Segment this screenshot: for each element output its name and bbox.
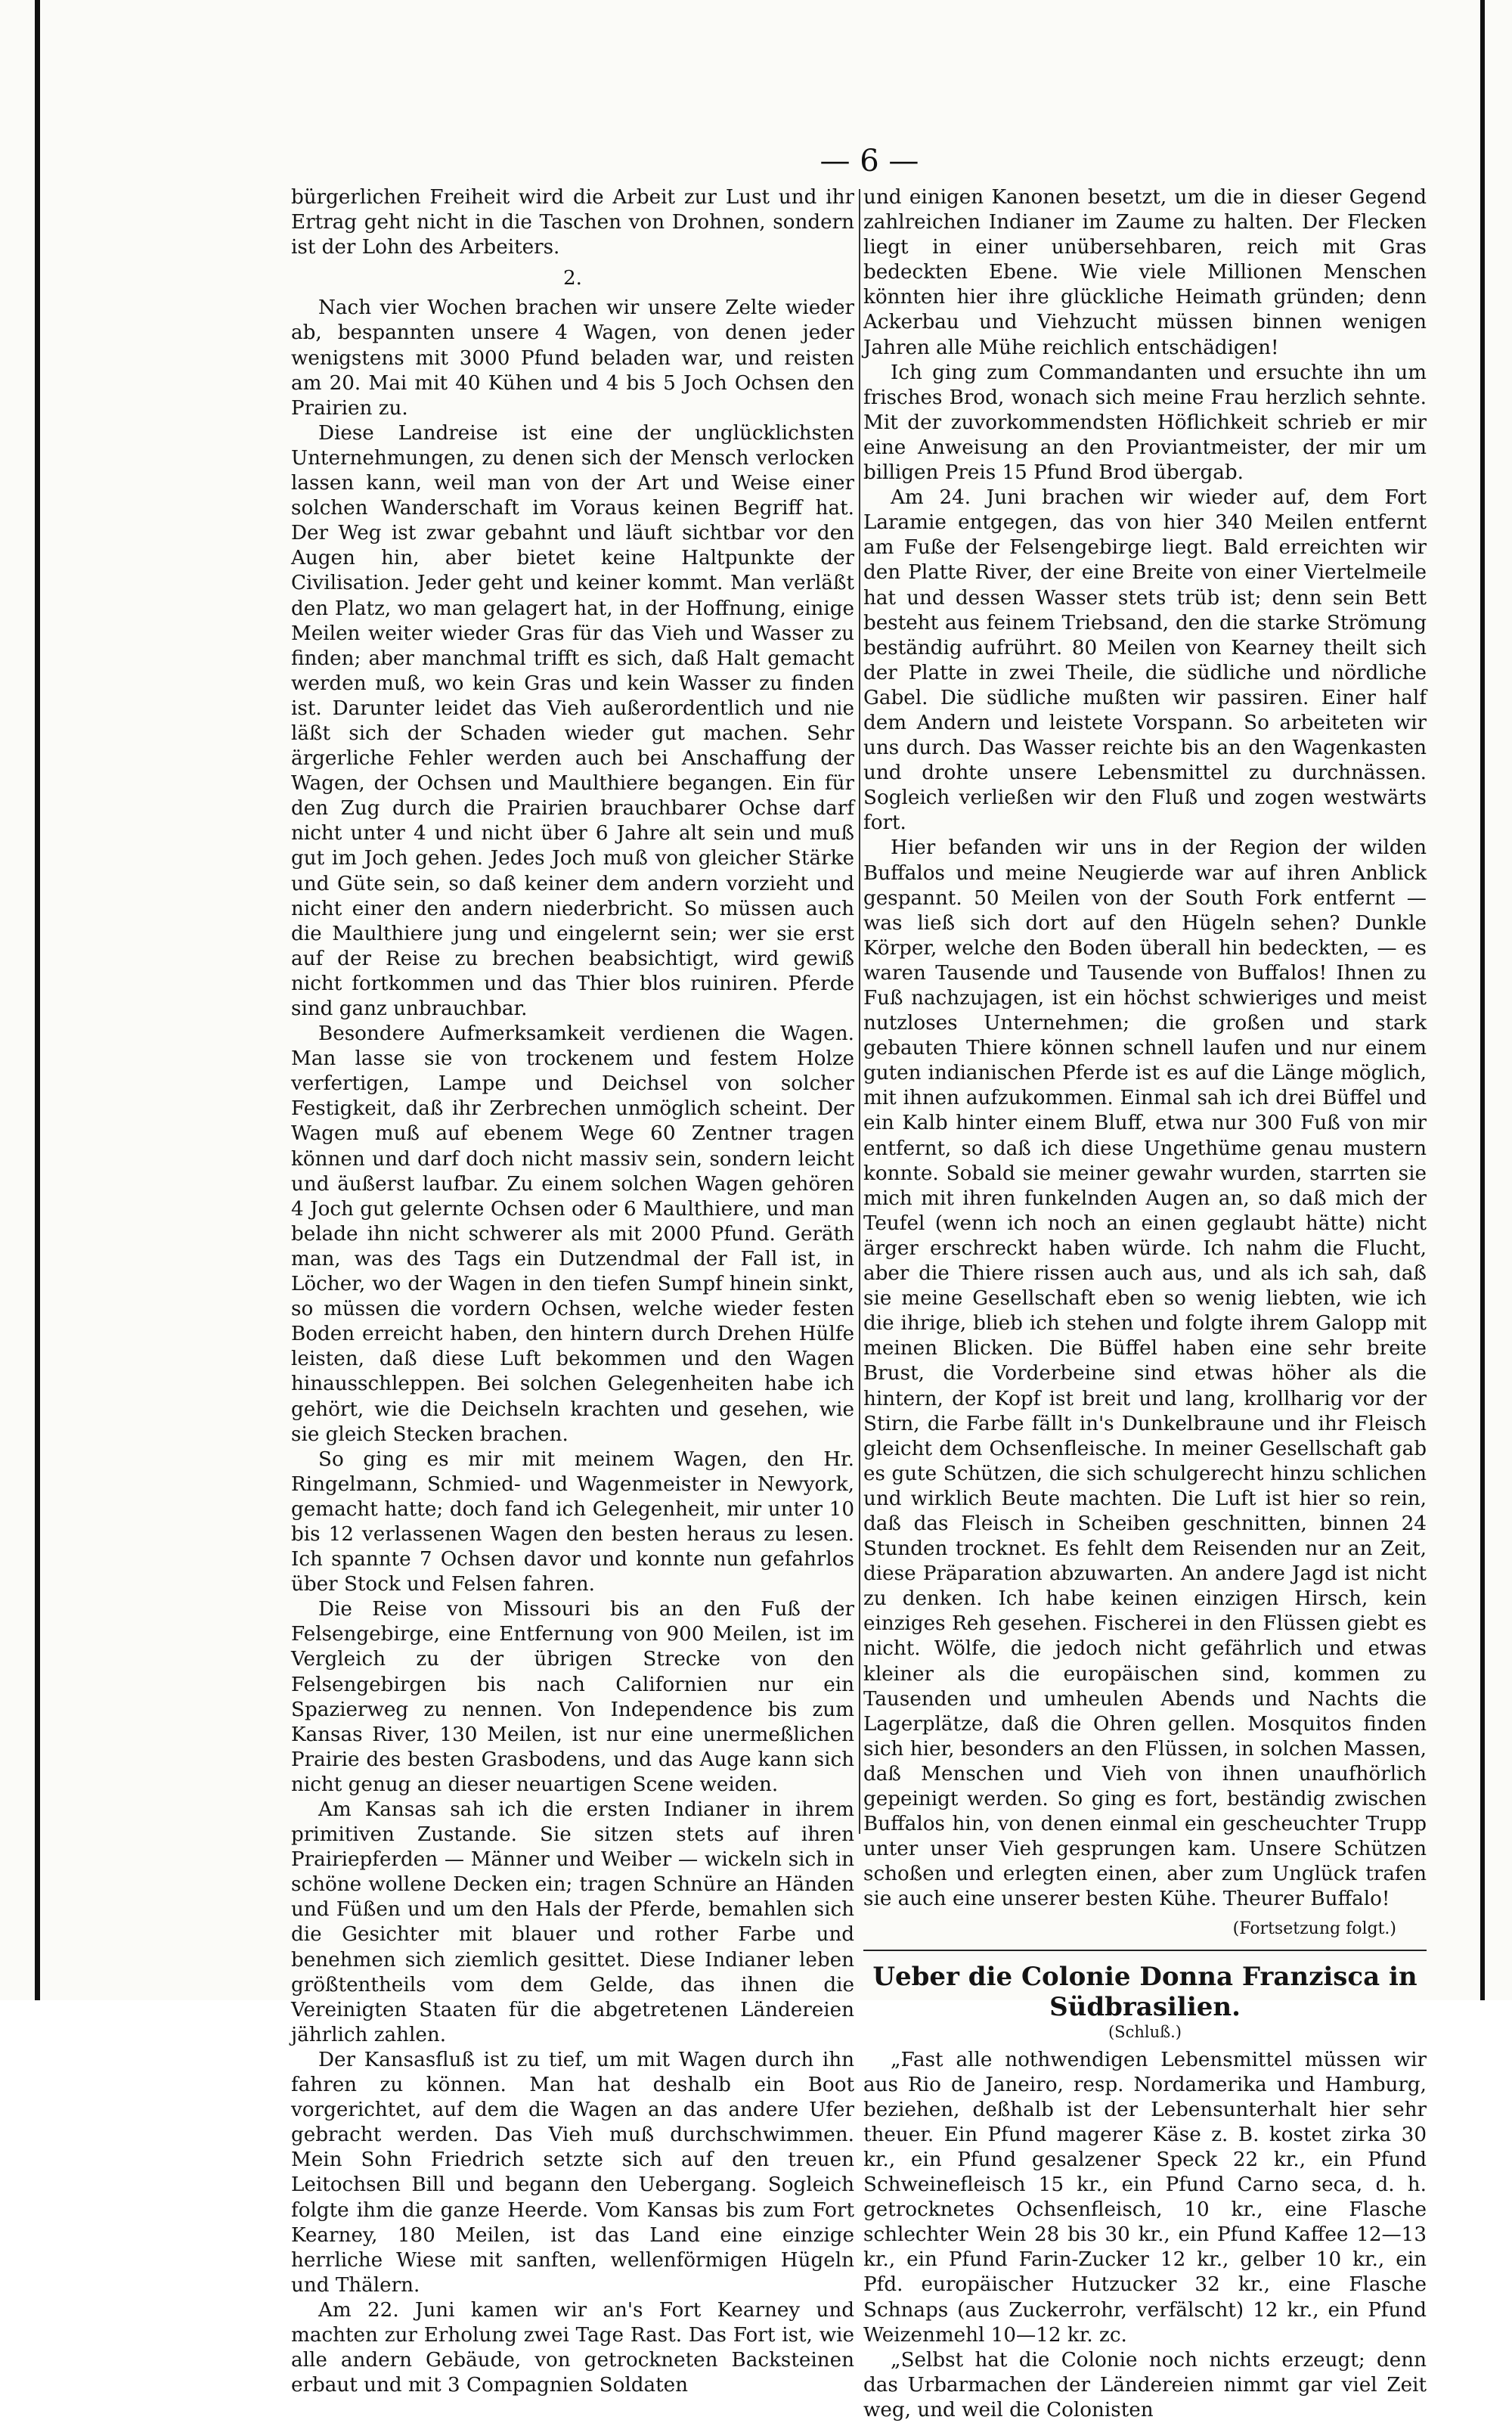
article-separator (863, 1950, 1427, 1951)
paragraph: Hier befanden wir uns in der Region der wilden Buffalos und meine Neugierde war auf ihren Anblick gespannt. 50 Meilen von der South Fork entfernt — was ließ sich dort auf den Hügeln sehen? Dunkle Körper, welche den Boden überall hin bedeckten, — es waren Tausende und Tausende von Buffalos! Ihnen zu Fuß nachzujagen, ist ein höchst schwieriges und meist nutzloses Unternehmen; die großen und stark gebauten Thiere können schnell laufen und nur einem guten indianischen Pferde ist es auf die Länge möglich, mit ihnen aufzukommen. Einmal sah ich drei Büffel und ein Kalb hinter einem Bluff, etwa nur 300 Fuß von mir entfernt, so daß ich diese Ungethüme genau mustern konnte. Sobald sie meiner gewahr wurden, starrten sie mich mit ihren funkelnden Augen an, so daß mich der Teufel (wenn ich noch an einen geglaubt hätte) nicht ärger erschreckt haben würde. Ich nahm die Flucht, aber die Thiere rissen auch aus, und als ich sah, daß sie meine Gesellschaft eben so wenig liebten, wie ich die ihrige, blieb ich stehen und folgte ihrem Galopp mit meinen Blicken. Die Büffel haben eine sehr breite Brust, die Vorderbeine sind etwas höher als die hintern, der Kopf ist breit und lang, krollharig vor der Stirn, die Farbe fällt in's Dunkelbraune und ihr Fleisch gleicht dem Ochsenfleische. In meiner Gesellschaft gab es gute Schützen, die sich schulgerecht hinzu schlichen und wirklich Beute machten. Die Luft ist hier so rein, daß das Fleisch in Scheiben geschnitten, binnen 24 Stunden trocknet. Es fehlt dem Reisenden nur an Zeit, diese Präparation abzuwarten. An andere Jagd ist nicht zu denken. Ich habe keinen einzigen Hirsch, kein einziges Reh gesehen. Fischerei in den Flüssen giebt es nicht. Wölfe, die jedoch nicht gefährlich und etwas kleiner als die europäischen sind, kommen zu Tausenden und umheulen Abends und Nachts die Lagerplätze, daß die Ohren gellen. Mosquitos finden sich hier, besonders an den Flüssen, in solchen Massen, daß Menschen und Vieh von ihnen unaufhörlich gepeinigt werden. So ging es fort, beständig zwischen Buffalos hin, von denen einmal ein gescheuchter Trupp unter unser Vieh gesprungen kam. Unsere Schützen schoßen und erlegten einen, aber zum Unglück trafen sie auch eine unserer besten Kühe. Theurer Buffalo! (863, 836, 1427, 1911)
scan-edge-right (1480, 0, 1485, 2000)
left-opening-paragraph: bürgerlichen Freiheit wird die Arbeit zur Lust und ihr Ertrag geht nicht in die Taschen von Drohnen, sondern ist der Lohn des Arbeiters. (291, 186, 854, 259)
right-column (863, 185, 1427, 2423)
scan-edge-left (35, 0, 40, 2000)
section-number: 2. (563, 267, 582, 290)
right-opening-paragraph: und einigen Kanonen besetzt, um die in dieser Gegend zahlreichen Indianer im Zaume zu halten. Der Flecken liegt in einer unübersehbaren, reich mit Gras bedeckten Ebene. Wie viele Millionen Menschen könnten hier ihre glückliche Heimath gründen; denn Ackerbau und Viehzucht müssen binnen wenigen Jahren alle Mühe reichlich entschädigen! (863, 186, 1427, 359)
paragraph: Besondere Aufmerksamkeit verdienen die Wagen. Man lasse sie von trockenem und festem Holze verfertigen, Lampe und Deichsel von solcher Festigkeit, daß ihr Zerbrechen unmöglich scheint. Der Wagen muß auf ebenem Wege 60 Zentner tragen können und darf doch nicht massiv sein, sondern leicht und äußerst laufbar. Zu einem solchen Wagen gehören 4 Joch gut gelernte Ochsen oder 6 Maulthiere, und man belade ihn nicht schwerer als mit 2000 Pfund. Geräth man, was des Tags ein Dutzendmal der Fall ist, in Löcher, wo der Wagen in den tiefen Sumpf hinein sinkt, so müssen die vordern Ochsen, welche wieder festen Boden erreicht haben, den hintern durch Drehen Hülfe leisten, daß diese Luft bekommen und den Wagen hinausschleppen. Bei solchen Gelegenheiten habe ich gehört, wie die Deichseln krachten und gesehen, wie sie gleich Stecken brachen. (291, 1022, 854, 1446)
paragraph: „Fast alle nothwendigen Lebensmittel müssen wir aus Rio de Janeiro, resp. Nordamerika und Hamburg, beziehen, deßhalb ist der Lebensunterhalt hier sehr theuer. Ein Pfund magerer Käse z. B. kostet zirka 30 kr., ein Pfund gesalzener Speck 22 kr., ein Pfund Schweinefleisch 15 kr., ein Pfund Carno seca, d. h. getrocknetes Ochsenfleisch, 10 kr., eine Flasche schlechter Wein 28 bis 30 kr., ein Pfund Kaffee 12—13 kr., ein Pfund Farin-Zucker 12 kr., gelber 10 kr., ein Pfd. europäischer Hutzucker 32 kr., eine Flasche Schnaps (aus Zuckerrohr, verfälscht) 12 kr., ein Pfund Weizenmehl 10—12 kr. zc. (863, 2048, 1427, 2347)
paragraph: Diese Landreise ist eine der unglücklichsten Unternehmungen, zu denen sich der Mensch verlocken lassen kann, weil man von der Art und Weise einer solchen Wanderschaft im Voraus keinen Begriff hat. Der Weg ist zwar gebahnt und läuft sichtbar vor den Augen hin, aber bietet keine Haltpunkte der Civilisation. Jeder geht und keiner kommt. Man verläßt den Platz, wo man gelagert hat, in der Hoffnung, einige Meilen weiter wieder Gras für das Vieh und Wasser zu finden; aber manchmal trifft es sich, daß Halt gemacht werden muß, wo kein Gras und kein Wasser zu finden ist. Darunter leidet das Vieh außerordentlich und nie läßt sich der Schaden wieder gut machen. Sehr ärgerliche Fehler werden auch bei Anschaffung der Wagen, der Ochsen und Maulthiere begangen. Ein für den Zug durch die Prairien brauchbarer Ochse darf nicht unter 4 und nicht über 6 Jahre alt sein und muß gut im Joch gehen. Jedes Joch muß von gleicher Stärke und Güte sein, so daß keiner dem andern vorzieht und nicht einer den andern niederbricht. So müssen auch die Maulthiere jung und eingelernt sein; wer sie erst auf der Reise zu brechen beabsichtigt, wird gewiß nicht fortkommen und das Thier blos ruiniren. Pferde sind ganz unbrauchbar. (291, 421, 854, 1020)
paragraph: Nach vier Wochen brachen wir unsere Zelte wieder ab, bespannten unsere 4 Wagen, von denen jeder wenigstens mit 3000 Pfund beladen war, und reisten am 20. Mai mit 40 Kühen und 4 bis 5 Joch Ochsen den Prairien zu. (291, 296, 854, 420)
paragraph: Der Kansasfluß ist zu tief, um mit Wagen durch ihn fahren zu können. Man hat deshalb ein Boot vorgerichtet, auf dem die Wagen an das andere Ufer gebracht werden. Das Vieh muß durchschwimmen. Mein Sohn Friedrich setzte sich auf den treuen Leitochsen Bill und begann den Uebergang. Sogleich folgte ihm die ganze Heerde. Vom Kansas bis zum Fort Kearney, 180 Meilen, ist das Land eine einzige herrliche Wiese mit sanften, wellenförmigen Hügeln und Thälern. (291, 2048, 854, 2297)
article-subtitle: (Schluß.) (1108, 2022, 1182, 2041)
paragraph: Ich ging zum Commandanten und ersuchte ihn um frisches Brod, wonach sich meine Frau herzlich sehnte. Mit der zuvorkommendsten Höflichkeit schrieb er mir eine Anweisung an den Proviantmeister, der mir um billigen Preis 15 Pfund Brod übergab. (863, 361, 1427, 485)
paragraph: Am 24. Juni brachen wir wieder auf, dem Fort Laramie entgegen, das von hier 340 Meilen entfernt am Fuße der Felsengebirge liegt. Bald erreichten wir den Platte River, der eine Breite von einer Viertelmeile hat und dessen Wasser stets trüb ist; denn sein Bett besteht aus feinem Triebsand, den die starke Strömung beständig aufrührt. 80 Meilen von Kearney theilt sich der Platte in zwei Theile, die südliche und nördliche Gabel. Die südliche mußten wir passiren. Einer half dem Andern und leistete Vorspann. So arbeiteten wir uns durch. Das Wasser reichte bis an den Wagenkasten und drohte unsere Lebensmittel zu durchnässen. Sogleich verließen wir den Fluß und zogen westwärts fort. (863, 486, 1427, 835)
paragraph: Die Reise von Missouri bis an den Fuß der Felsengebirge, eine Entfernung von 900 Meilen, ist im Vergleich zu der übrigen Strecke von den Felsengebirgen bis nach Californien nur ein Spazierweg zu nennen. Von Independence bis zum Kansas River, 130 Meilen, ist nur eine unermeßlichen Prairie des besten Grasbodens, und das Auge kann sich nicht genug an dieser neuartigen Scene weiden. (291, 1598, 854, 1796)
paragraph: Am 22. Juni kamen wir an's Fort Kearney und machten zur Erholung zwei Tage Rast. Das Fort ist, wie alle andern Gebäude, von getrockneten Backsteinen erbaut und mit 3 Compagnien Soldaten (291, 2298, 854, 2397)
left-column (291, 185, 854, 2398)
paragraph: „Selbst hat die Colonie noch nichts erzeugt; denn das Urbarmachen der Ländereien nimmt gar viel Zeit weg, und weil die Colonisten (863, 2348, 1427, 2421)
paragraph: So ging es mir mit meinem Wagen, den Hr. Ringelmann, Schmied- und Wagenmeister in Newyork, gemacht hatte; doch fand ich Gelegenheit, mir unter 10 bis 12 verlassenen Wagen den besten heraus zu lesen. Ich spannte 7 Ochsen davor und konnte nun gefahrlos über Stock und Felsen fahren. (291, 1447, 854, 1596)
column-divider (859, 189, 860, 1834)
article-title: Ueber die Colonie Donna Franzisca in Südbrasilien. (872, 1961, 1418, 2022)
page-number: — 6 — (820, 144, 919, 178)
paragraph: Am Kansas sah ich die ersten Indianer in ihrem primitiven Zustande. Sie sitzen stets auf ihren Prairiepferden — Männer und Weiber — wickeln sich in schöne wollene Decken ein; tragen Schnüre an Händen und Füßen und um den Hals der Pferde, bemahlen sich die Gesichter mit blauer und rother Farbe und benehmen sich ziemlich gesittet. Diese Indianer leben größtentheils vom dem Gelde, das ihnen die Vereinigten Staaten für die abgetretenen Ländereien jährlich zahlen. (291, 1798, 854, 2046)
continuation-note: (Fortsetzung folgt.) (1232, 1919, 1396, 1939)
